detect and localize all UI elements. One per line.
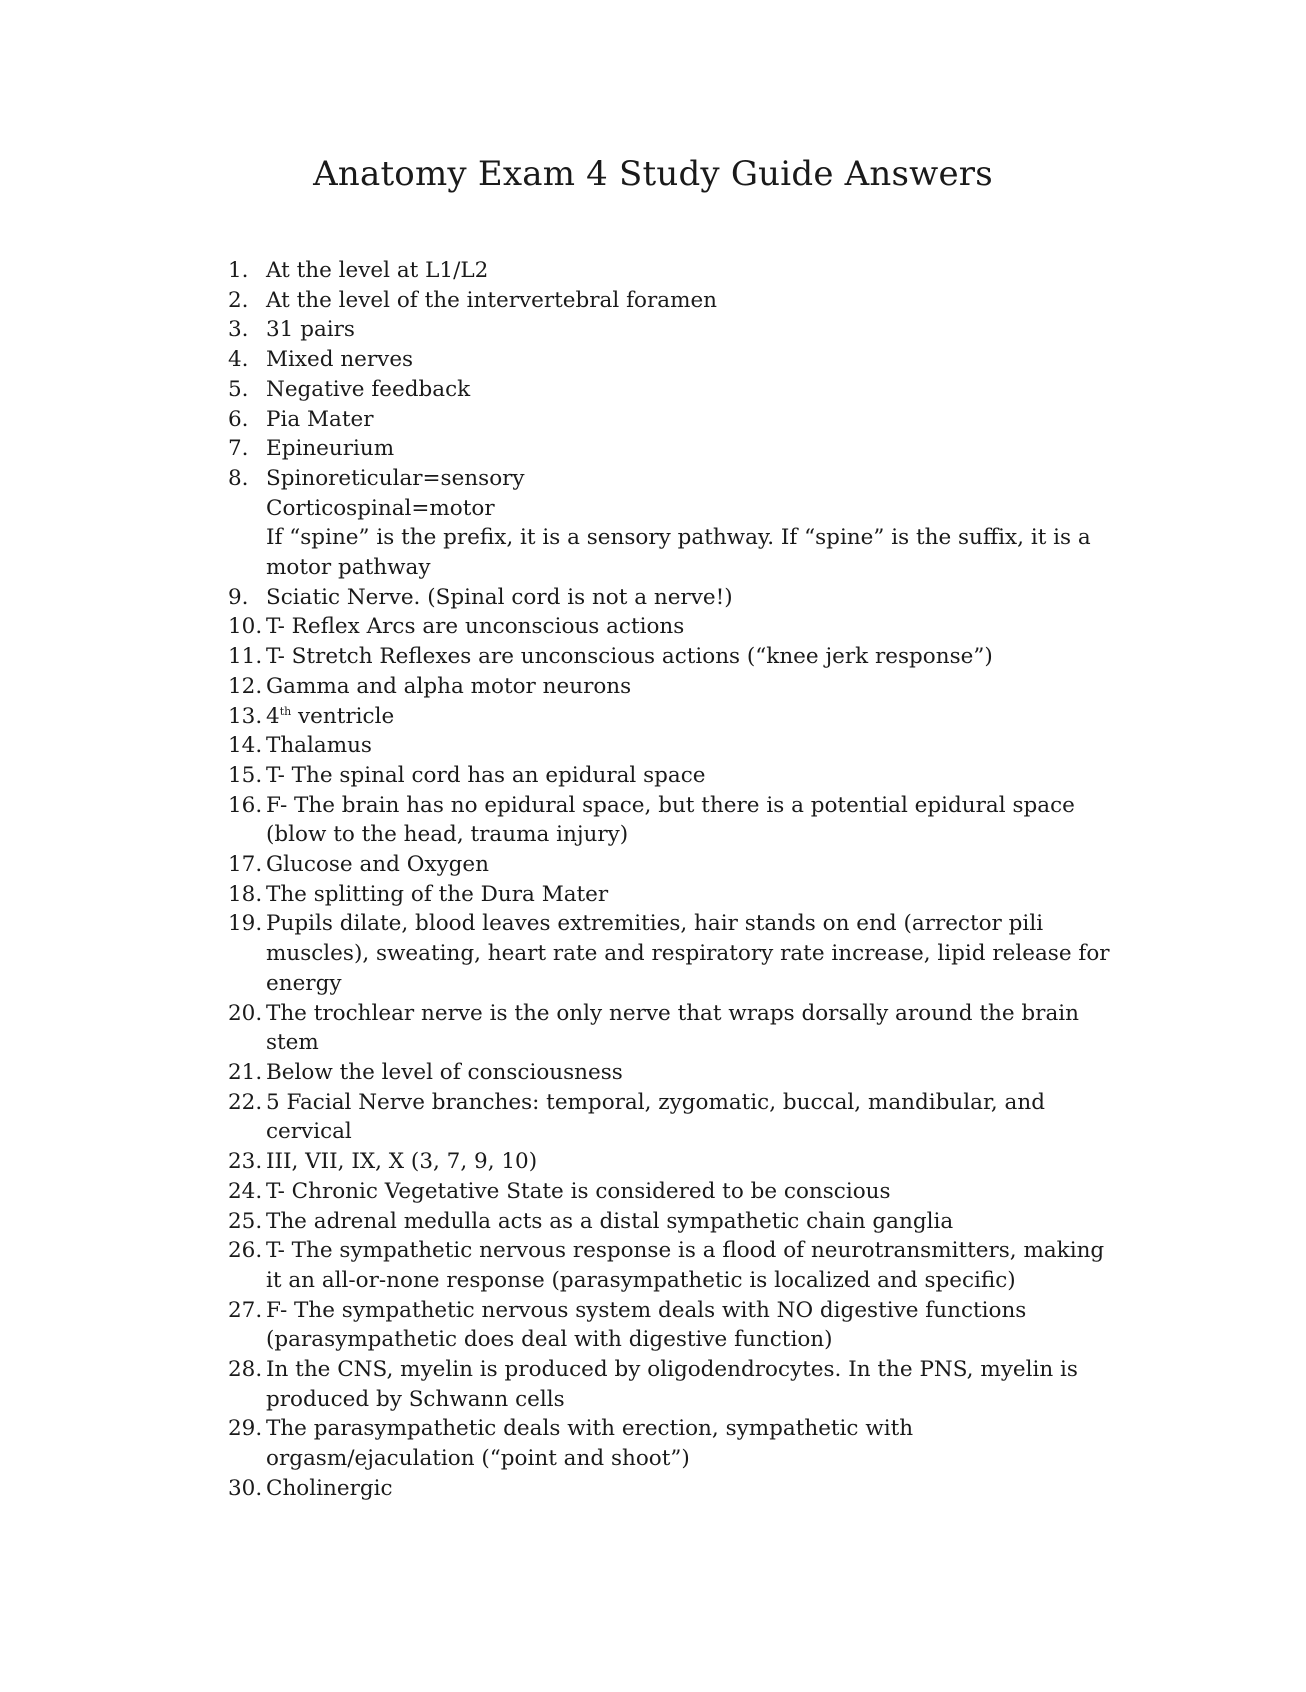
list-item <box>228 1414 1098 1473</box>
item-text <box>266 761 1098 791</box>
item-number: 26. <box>228 1238 263 1264</box>
item-text <box>266 642 1098 672</box>
list-item <box>228 1177 1098 1207</box>
list-item <box>228 791 1098 850</box>
item-number: 18. <box>228 881 263 907</box>
item-text-rest: ventricle <box>291 703 395 729</box>
item-number: 6. <box>228 406 249 432</box>
item-text-line: At the level of the intervertebral foramen <box>266 287 718 313</box>
list-item <box>228 761 1098 791</box>
item-text-line: Spinoreticular=sensory <box>266 465 525 491</box>
list-item <box>228 1147 1098 1177</box>
item-text-line: In the CNS, myelin is produced by oligodendrocytes. In the PNS, myelin is <box>266 1357 1078 1383</box>
list-item <box>228 583 1098 613</box>
item-text-line: T- Reflex Arcs are unconscious actions <box>266 614 685 640</box>
list-item <box>228 434 1098 464</box>
list-item <box>228 672 1098 702</box>
item-text-line: 31 pairs <box>266 317 355 343</box>
item-number: 11. <box>228 644 263 670</box>
item-text-line: 5 Facial Nerve branches: temporal, zygomatic, buccal, mandibular, and <box>266 1089 1045 1115</box>
item-text-line: Negative feedback <box>266 376 471 402</box>
item-text <box>266 731 1098 761</box>
item-text-line: T- Stretch Reflexes are unconscious actions (“knee jerk response”) <box>266 644 993 670</box>
item-text <box>266 791 1098 850</box>
item-text <box>266 1236 1104 1295</box>
item-text-line: Pia Mater <box>266 406 374 432</box>
item-number: 28. <box>228 1357 263 1383</box>
item-text-line: Below the level of consciousness <box>266 1059 623 1085</box>
item-text <box>266 850 1098 880</box>
list-item <box>228 909 1110 998</box>
item-number: 17. <box>228 852 263 878</box>
list-item <box>228 1088 1098 1147</box>
item-number: 22. <box>228 1089 263 1115</box>
item-text <box>266 1088 1098 1147</box>
item-text <box>266 612 1098 642</box>
item-text-line: Epineurium <box>266 436 395 462</box>
list-item <box>228 850 1098 880</box>
list-item <box>228 405 1098 435</box>
item-text-line: The trochlear nerve is the only nerve that wraps dorsally around the brain <box>266 1000 1080 1026</box>
item-number: 13. <box>228 703 263 729</box>
item-text-line: Glucose and Oxygen <box>266 852 489 878</box>
item-text <box>266 880 1098 910</box>
item-text-line: If “spine” is the prefix, it is a sensory pathway. If “spine” is the suffix, it is a <box>266 525 1091 551</box>
item-number: 20. <box>228 1000 263 1026</box>
item-text <box>266 999 1098 1058</box>
item-text-line: Corticospinal=motor <box>266 495 495 521</box>
list-item <box>228 702 1098 732</box>
list-item <box>228 1355 1098 1414</box>
item-text <box>266 1207 1098 1237</box>
item-text-line: (blow to the head, trauma injury) <box>266 822 629 848</box>
item-text-line: Thalamus <box>266 733 372 759</box>
item-text <box>266 1147 1098 1177</box>
item-number: 1. <box>228 258 249 283</box>
item-text-line: muscles), sweating, heart rate and respiratory rate increase, lipid release for <box>266 941 1110 967</box>
item-text <box>266 909 1110 998</box>
item-text-line: Pupils dilate, blood leaves extremities, hair stands on end (arrector pili <box>266 911 1044 937</box>
item-text-line: motor pathway <box>266 555 431 581</box>
list-item <box>228 345 1098 375</box>
item-text-line <box>266 702 1098 732</box>
item-text-line: orgasm/ejaculation (“point and shoot”) <box>266 1446 690 1472</box>
list-item <box>228 1296 1098 1355</box>
list-item <box>228 315 1098 345</box>
item-text <box>266 702 1098 732</box>
item-number: 7. <box>228 436 249 462</box>
item-text-line: stem <box>266 1030 319 1056</box>
item-text-line: cervical <box>266 1119 352 1145</box>
list-item <box>228 375 1098 405</box>
item-number: 10. <box>228 614 263 640</box>
list-item <box>228 1236 1105 1295</box>
item-text-line: T- Chronic Vegetative State is considered to be conscious <box>266 1178 891 1204</box>
item-text <box>266 434 1098 464</box>
item-number: 16. <box>228 792 263 818</box>
item-number: 12. <box>228 673 263 699</box>
list-item <box>228 731 1098 761</box>
item-text-line: F- The sympathetic nervous system deals with NO digestive functions <box>266 1297 1027 1323</box>
item-text-line: produced by Schwann cells <box>266 1386 565 1412</box>
list-item <box>228 1058 1098 1088</box>
item-text <box>266 1355 1098 1414</box>
list-item <box>228 999 1098 1058</box>
item-text-line: III, VII, IX, X (3, 7, 9, 10) <box>266 1149 538 1175</box>
item-number: 9. <box>228 584 249 610</box>
item-number: 2. <box>228 287 249 313</box>
document-title: Anatomy Exam 4 Study Guide Answers <box>313 154 993 194</box>
item-text-line: The parasympathetic deals with erection, sympathetic with <box>266 1416 914 1442</box>
item-text-line: T- The sympathetic nervous response is a flood of neurotransmitters, making <box>266 1238 1105 1264</box>
item-text <box>266 286 1098 316</box>
ordinal-number: 4 <box>266 703 280 729</box>
item-text-line: Sciatic Nerve. (Spinal cord is not a nerve!) <box>266 584 733 610</box>
list-item <box>228 642 1098 672</box>
item-text <box>266 315 1098 345</box>
list-item <box>228 286 1098 316</box>
item-text <box>266 375 1098 405</box>
item-number: 29. <box>228 1416 263 1442</box>
item-text <box>266 1177 1098 1207</box>
item-text-line: it an all-or-none response (parasympathetic is localized and specific) <box>266 1267 1016 1293</box>
item-text <box>266 583 1098 613</box>
item-text <box>266 256 1098 286</box>
item-text <box>266 672 1098 702</box>
item-number: 25. <box>228 1208 263 1234</box>
item-number: 27. <box>228 1297 263 1323</box>
item-number: 19. <box>228 911 263 937</box>
item-number: 30. <box>228 1475 263 1501</box>
item-text <box>266 1474 1098 1504</box>
item-text <box>266 345 1098 375</box>
item-number: 15. <box>228 762 263 788</box>
item-number: 23. <box>228 1149 263 1175</box>
item-text-line: The adrenal medulla acts as a distal sympathetic chain ganglia <box>266 1208 954 1234</box>
item-number: 5. <box>228 376 249 402</box>
item-text <box>266 405 1098 435</box>
item-number: 3. <box>228 317 249 343</box>
list-item <box>228 1474 1098 1504</box>
item-text-line: Gamma and alpha motor neurons <box>266 673 632 699</box>
list-item <box>228 880 1098 910</box>
item-text-line: The splitting of the Dura Mater <box>266 881 609 907</box>
item-text-line: F- The brain has no epidural space, but there is a potential epidural space <box>266 792 1075 818</box>
item-text-line: (parasympathetic does deal with digestive function) <box>266 1327 833 1353</box>
item-number: 4. <box>228 347 249 373</box>
item-text <box>266 1296 1098 1355</box>
item-number: 21. <box>228 1059 263 1085</box>
item-text-line: At the level at L1/L2 <box>266 258 489 283</box>
item-text <box>266 1058 1098 1088</box>
list-item <box>228 612 1098 642</box>
item-number: 14. <box>228 733 263 759</box>
item-text-line: Mixed nerves <box>266 347 414 373</box>
item-text <box>266 1414 1098 1473</box>
item-number: 24. <box>228 1178 263 1204</box>
ordinal-suffix: th <box>279 704 292 718</box>
answer-list <box>228 256 1110 1504</box>
list-item <box>228 1207 1098 1237</box>
item-text-line: Cholinergic <box>266 1475 393 1501</box>
list-item <box>228 464 1098 583</box>
item-text <box>266 464 1098 583</box>
list-item <box>228 256 1098 286</box>
item-text-line: energy <box>266 970 342 996</box>
item-number: 8. <box>228 465 249 491</box>
item-text-line: T- The spinal cord has an epidural space <box>266 762 706 788</box>
